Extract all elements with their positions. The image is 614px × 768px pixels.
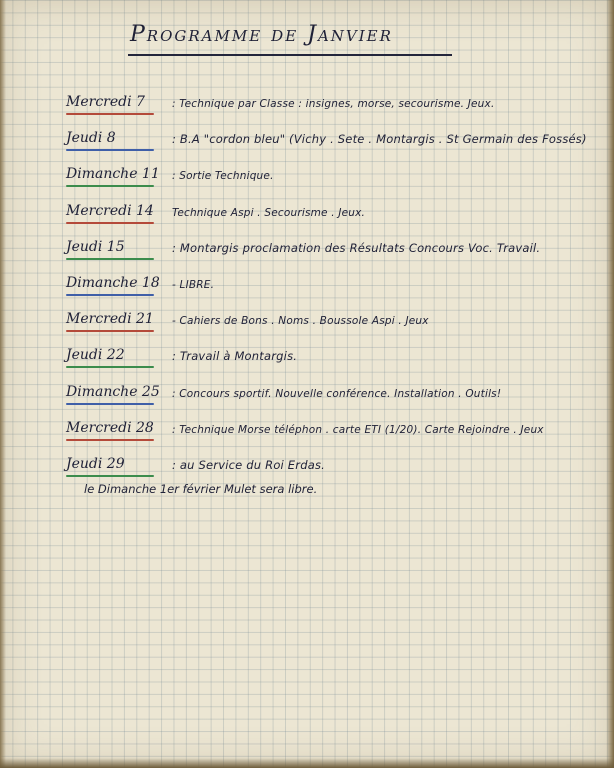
schedule-entry (66, 195, 365, 219)
entry-description: : Concours sportif. Nouvelle conférence. Installation . Outils! (172, 387, 502, 400)
entry-description: : Montargis proclamation des Résultats Concours Voc. Travail. (172, 240, 541, 255)
day-underline (66, 113, 154, 115)
day-underline (66, 475, 154, 477)
entry-description: : Sortie Technique. (172, 170, 274, 183)
entry-day: Dimanche 11 (66, 166, 172, 182)
entry-description: : B.A "cordon bleu" (Vichy . Sete . Montargis . St Germain des Fossés) (172, 132, 587, 147)
entry-day: Jeudi 29 (66, 456, 172, 472)
page-title: Programme de Janvier (130, 22, 393, 47)
day-underline (66, 222, 154, 224)
day-underline (66, 258, 154, 260)
day-underline (66, 185, 154, 187)
page-bottom-edge (0, 758, 614, 768)
day-underline (66, 366, 154, 368)
title-underline (128, 54, 452, 56)
schedule-entry (66, 376, 501, 400)
entry-day: Mercredi 14 (66, 203, 172, 219)
day-underline (66, 330, 154, 332)
schedule-entry (66, 231, 540, 255)
day-underline (66, 439, 154, 441)
entry-description: Technique Aspi . Secourisme . Jeux. (172, 206, 366, 219)
entry-day: Mercredi 21 (66, 311, 172, 327)
schedule-entry (66, 412, 544, 436)
entry-day: Dimanche 18 (66, 275, 172, 291)
schedule-entry (66, 448, 325, 472)
entry-description: : Technique Morse téléphon . carte ETI (1/20). Carte Rejoindre . Jeux (172, 423, 544, 436)
entry-day: Mercredi 7 (66, 94, 172, 110)
schedule-entry (66, 122, 587, 146)
entry-day: Jeudi 22 (66, 347, 172, 363)
schedule-entry (66, 339, 297, 363)
schedule-entry (66, 86, 495, 110)
entry-day: Dimanche 25 (66, 384, 172, 400)
entry-description: : au Service du Roi Erdas. (172, 458, 325, 472)
entry-description: : Travail à Montargis. (172, 349, 298, 364)
day-underline (66, 403, 154, 405)
entry-day: Mercredi 28 (66, 420, 172, 436)
entry-day: Jeudi 8 (66, 130, 172, 146)
footer-note: le Dimanche 1er février Mulet sera libre. (84, 482, 318, 496)
entry-description: : Technique par Classe : insignes, morse, secourisme. Jeux. (172, 98, 495, 110)
schedule-entry (66, 267, 214, 291)
entry-day: Jeudi 15 (66, 239, 172, 255)
schedule-entry (66, 158, 274, 182)
entry-description: - LIBRE. (172, 279, 215, 291)
day-underline (66, 149, 154, 151)
schedule-entry (66, 303, 429, 327)
page-right-edge (606, 0, 614, 768)
page-left-edge (0, 0, 6, 768)
entry-description: - Cahiers de Bons . Noms . Boussole Aspi . Jeux (172, 315, 429, 328)
day-underline (66, 294, 154, 296)
